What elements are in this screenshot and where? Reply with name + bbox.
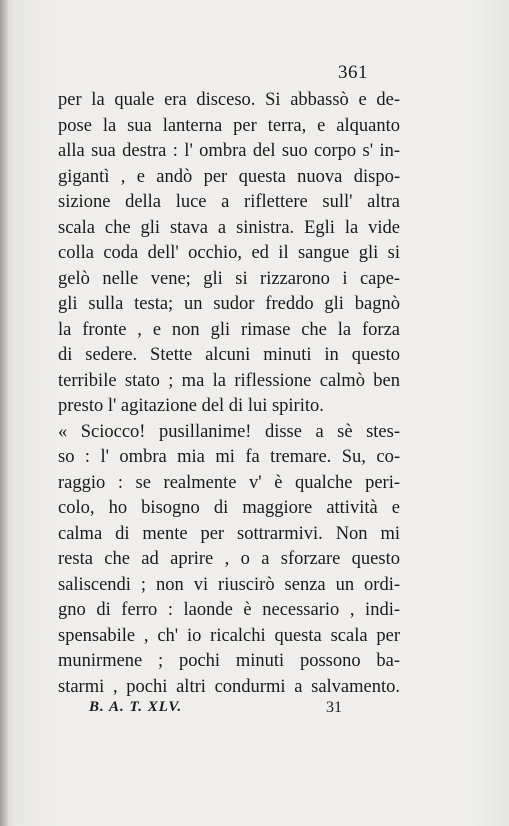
text-line: terribile stato ; ma la riflessione calmò ben — [58, 370, 400, 391]
text-line: so : l' ombra mia mi fa tremare. Su, co- — [58, 447, 400, 467]
text-line: « Sciocco! pusillanime! disse a sè stes- — [58, 421, 400, 442]
text-line: sizione della luce a riflettere sull' altra — [58, 192, 400, 212]
page-edge-shadow — [0, 0, 8, 826]
page-number: 361 — [338, 62, 368, 83]
text-line: gno di ferro : laonde è necessario , indi- — [58, 600, 400, 620]
printer-signature: B. A. T. XLV. — [89, 699, 183, 715]
text-line: saliscendi ; non vi riuscirò senza un ordi- — [58, 574, 400, 595]
text-line: per la quale era disceso. Si abbassò e de- — [58, 90, 400, 110]
text-line: di sedere. Stette alcuni minuti in questo — [58, 345, 400, 365]
text-line: resta che ad aprire , o a sforzare questo — [58, 549, 400, 569]
text-line: munirmene ; pochi minuti possono ba- — [58, 651, 400, 671]
gathering-number: 31 — [326, 699, 342, 716]
text-line: spensabile , ch' io ricalchi questa scala per — [58, 625, 400, 646]
text-line: starmi , pochi altri condurmi a salvamento. — [58, 676, 400, 697]
text-line: scala che gli stava a sinistra. Egli la vide — [58, 217, 400, 238]
text-line: presto l' agitazione del di lui spirito. — [58, 396, 324, 416]
text-line: la fronte , e non gli rimase che la forza — [58, 319, 400, 340]
text-line: gigantì , e andò per questa nuova dispo- — [58, 166, 400, 187]
text-line: gli sulla testa; un sudor freddo gli bagnò — [58, 294, 400, 314]
text-line: colla coda dell' occhio, ed il sangue gli si — [58, 243, 400, 263]
text-line: pose la sua lanterna per terra, e alquanto — [58, 115, 400, 136]
text-line: gelò nelle vene; gli si rizzarono i cape- — [58, 268, 400, 289]
text-line: raggio : se realmente v' è qualche peri- — [58, 472, 400, 493]
text-line: alla sua destra : l' ombra del suo corpo s' in- — [58, 141, 400, 161]
text-line: colo, ho bisogno di maggiore attività e — [58, 498, 400, 518]
text-line: calma di mente per sottrarmivi. Non mi — [58, 523, 400, 544]
body-text — [58, 88, 400, 700]
